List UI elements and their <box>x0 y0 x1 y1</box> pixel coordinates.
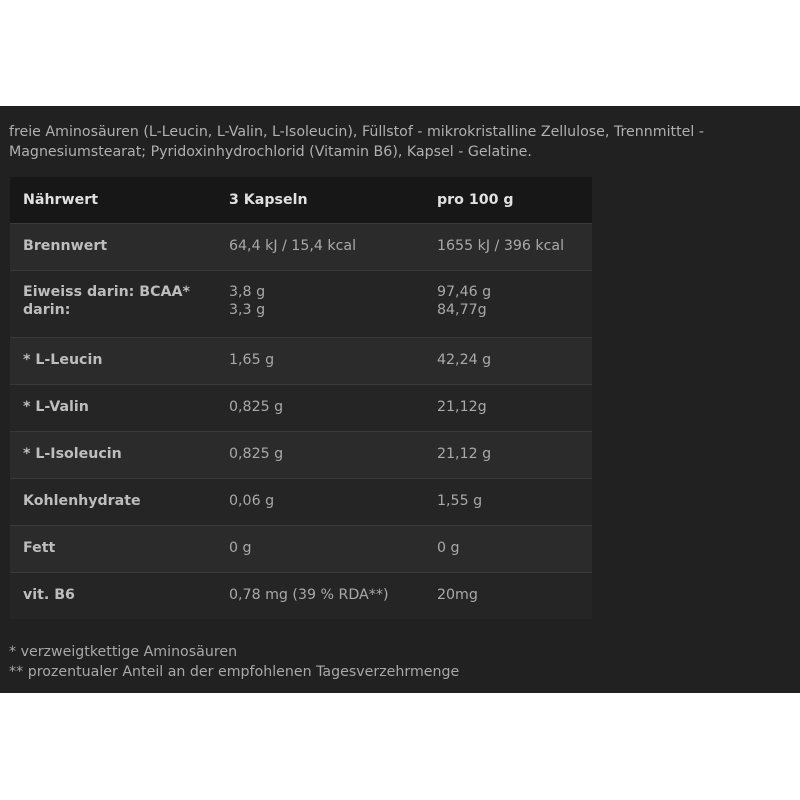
nutrition-table <box>10 177 592 619</box>
value-per-100g: 1655 kJ / 396 kcal <box>437 237 565 254</box>
nutrient-name: Eiweiss darin: BCAA* darin: <box>23 283 190 318</box>
nutrient-name: Brennwert <box>23 237 108 254</box>
table-row <box>10 223 592 270</box>
value-per-serving: 0 g <box>229 539 252 556</box>
header-3-kapseln: 3 Kapseln <box>229 191 308 208</box>
ingredients-text <box>9 122 794 162</box>
value-per-100g: 21,12g <box>437 398 487 415</box>
table-row <box>10 431 592 478</box>
table-header-row <box>10 177 592 223</box>
ingredients-line: freie Aminosäuren (L-Leucin, L-Valin, L-Isoleucin), Füllstof - mikrokristalline Zellulose, Trennmittel - <box>9 124 704 140</box>
table-row <box>10 478 592 525</box>
value-per-100g: 42,24 g <box>437 351 492 368</box>
ingredients-line: Magnesiumstearat; Pyridoxinhydrochlorid (Vitamin B6), Kapsel - Gelatine. <box>9 144 532 160</box>
value-per-100g: 1,55 g <box>437 492 483 509</box>
value-per-100g: 0 g <box>437 539 460 556</box>
header-pro-100g: pro 100 g <box>437 191 514 208</box>
nutrient-name: * L-Valin <box>23 398 89 415</box>
value-per-serving: 64,4 kJ / 15,4 kcal <box>229 237 357 254</box>
value-per-100g: 97,46 g 84,77g <box>437 283 492 318</box>
footnote-rda: ** prozentualer Anteil an der empfohlenen Tagesverzehrmenge <box>9 664 460 680</box>
table-row <box>10 270 592 337</box>
table-row <box>10 572 592 619</box>
nutrient-name: * L-Leucin <box>23 351 103 368</box>
footnotes <box>9 642 459 682</box>
value-per-serving: 1,65 g <box>229 351 275 368</box>
nutrient-name: Fett <box>23 539 56 556</box>
footnote-bcaa: * verzweigtkettige Aminosäuren <box>9 644 238 660</box>
value-per-serving: 0,78 mg (39 % RDA**) <box>229 586 389 603</box>
value-per-serving: 0,06 g <box>229 492 275 509</box>
table-row <box>10 525 592 572</box>
header-naehrwert: Nährwert <box>23 191 99 208</box>
value-per-serving: 3,8 g 3,3 g <box>229 283 266 318</box>
value-per-serving: 0,825 g <box>229 398 284 415</box>
value-per-serving: 0,825 g <box>229 445 284 462</box>
nutrient-name: * L-Isoleucin <box>23 445 122 462</box>
nutrient-name: vit. B6 <box>23 586 75 603</box>
nutrient-name: Kohlenhydrate <box>23 492 141 509</box>
table-row <box>10 337 592 384</box>
table-row <box>10 384 592 431</box>
nutrition-panel <box>0 106 800 693</box>
value-per-100g: 21,12 g <box>437 445 492 462</box>
value-per-100g: 20mg <box>437 586 478 603</box>
